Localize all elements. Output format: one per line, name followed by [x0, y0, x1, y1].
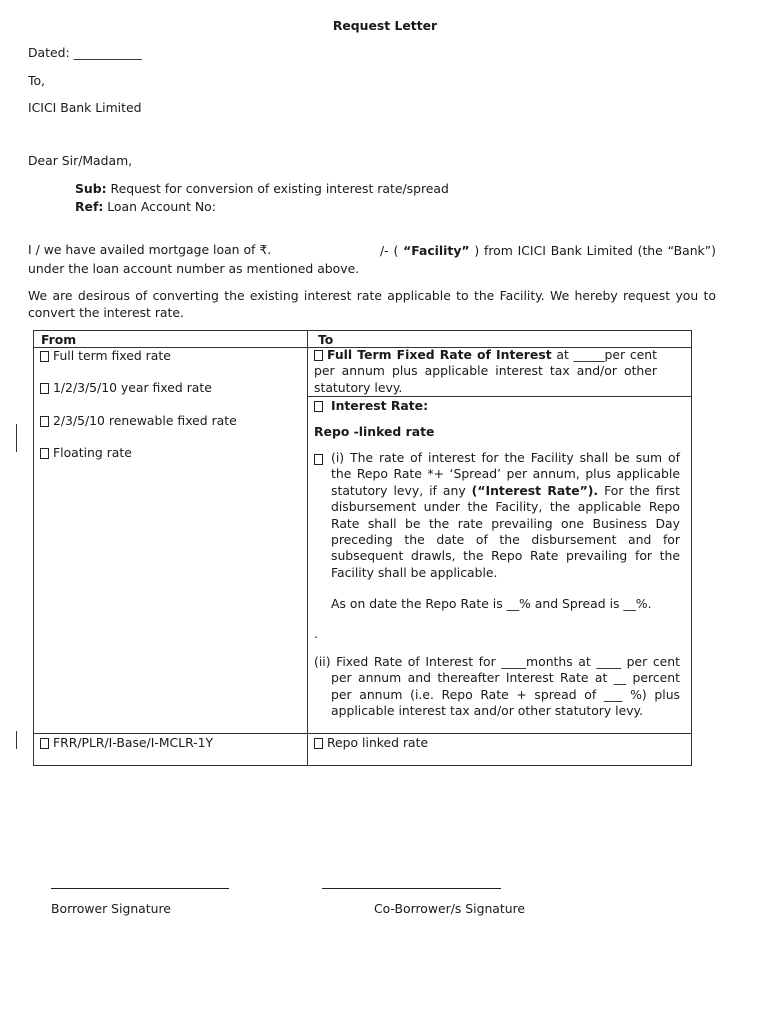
table-border-top: [33, 330, 692, 331]
table-row-divider: [33, 733, 692, 734]
checkbox-icon[interactable]: [314, 738, 323, 749]
loan-paragraph-part2: /- (: [380, 243, 404, 258]
to-interest-rate[interactable]: [314, 398, 428, 413]
repo-rate-on-date: As on date the Repo Rate is __% and Spread is __%.: [331, 596, 652, 611]
repo-clause-i-part2: For the first disbursement under the Facility, the applicable Repo Rate shall be the rate prevailing one Business Day preceding the date of the disbursement and for subsequent drawls, the Repo Rate prevailing for the Facility shall be applicable.: [331, 482, 680, 580]
from-option-label: Floating rate: [53, 445, 132, 460]
from-option-label: 2/3/5/10 renewable fixed rate: [53, 413, 237, 428]
table-border-bottom: [33, 765, 692, 766]
page-title: Request Letter: [332, 18, 438, 33]
from-option[interactable]: [40, 735, 213, 750]
stray-dot: .: [314, 626, 318, 641]
to-repo-linked-label: Repo linked rate: [327, 735, 429, 750]
subject-text: Request for conversion of existing interest rate/spread: [110, 181, 449, 196]
table-column-divider: [307, 330, 308, 766]
loan-amount-intro: I / we have availed mortgage loan of ₹.: [28, 242, 272, 257]
from-option[interactable]: [40, 445, 132, 460]
reference-text: Loan Account No:: [107, 199, 216, 214]
facility-term: “Facility”: [403, 243, 470, 258]
checkbox-icon[interactable]: [40, 351, 49, 362]
subject-label: Sub:: [75, 181, 107, 196]
repo-option-i[interactable]: [314, 451, 327, 466]
addressee: ICICI Bank Limited: [28, 100, 142, 115]
co-borrower-signature-label: Co-Borrower/s Signature: [374, 901, 526, 916]
repo-linked-heading: Repo -linked rate: [314, 424, 435, 439]
from-option[interactable]: [40, 348, 171, 363]
from-option-label: 1/2/3/5/10 year fixed rate: [53, 380, 212, 395]
from-option[interactable]: [40, 413, 237, 428]
checkbox-icon[interactable]: [40, 416, 49, 427]
repo-clause-ii: (ii) Fixed Rate of Interest for ____months at ____ per cent per annum and thereafter Interest Rate at __ percent per annum (i.e. Repo Rate + spread of ___ %) plus applicable interest tax and/or other statutory levy.: [314, 654, 680, 719]
borrower-signature-label: Borrower Signature: [51, 901, 171, 916]
to-full-term-fixed[interactable]: [314, 347, 657, 396]
reference-line: [75, 199, 216, 214]
table-header-from: From: [41, 332, 77, 347]
table-border-left: [33, 330, 34, 766]
checkbox-icon[interactable]: [40, 738, 49, 749]
subject-line: [75, 181, 449, 196]
checkbox-icon[interactable]: [40, 448, 49, 459]
from-option-label: FRR/PLR/I-Base/I-MCLR-1Y: [53, 735, 214, 750]
to-fixed-text: at _____per cent per annum plus applicable interest tax and/or other statutory levy.: [314, 347, 657, 395]
interest-rate-term: (“Interest Rate”).: [471, 482, 599, 498]
repo-clause-i: [331, 450, 680, 581]
borrower-signature-line: [51, 888, 229, 889]
margin-marker: [16, 731, 17, 749]
repo-clause-i-part1: (i) The rate of interest for the Facility shall be sum of the Repo Rate *+ ‘Spread’ per annum, plus applicable statutory levy, if any: [331, 450, 680, 498]
to-line: To,: [28, 73, 45, 88]
checkbox-icon[interactable]: [314, 350, 323, 361]
interest-rate-label: Interest Rate:: [330, 398, 429, 413]
dated-field: Dated: ___________: [28, 45, 142, 60]
from-option[interactable]: [40, 380, 212, 395]
loan-paragraph-part3: ) from ICICI Bank Limited (the “Bank”) under the loan account number as mentioned above.: [28, 243, 716, 276]
table-border-right: [691, 330, 692, 766]
checkbox-icon[interactable]: [314, 401, 323, 412]
loan-paragraph: [28, 242, 716, 278]
from-option-label: Full term fixed rate: [53, 348, 171, 363]
margin-marker: [16, 424, 17, 452]
checkbox-icon[interactable]: [40, 383, 49, 394]
salutation: Dear Sir/Madam,: [28, 153, 133, 168]
table-header-to: To: [318, 332, 334, 347]
conversion-paragraph: We are desirous of converting the existing interest rate applicable to the Facility. We hereby request you to convert the interest rate.: [28, 288, 716, 320]
to-repo-linked[interactable]: [314, 735, 428, 750]
reference-label: Ref:: [75, 199, 104, 214]
co-borrower-signature-line: [322, 888, 501, 889]
checkbox-icon[interactable]: [314, 454, 323, 465]
to-fixed-label: Full Term Fixed Rate of Interest: [327, 347, 552, 362]
